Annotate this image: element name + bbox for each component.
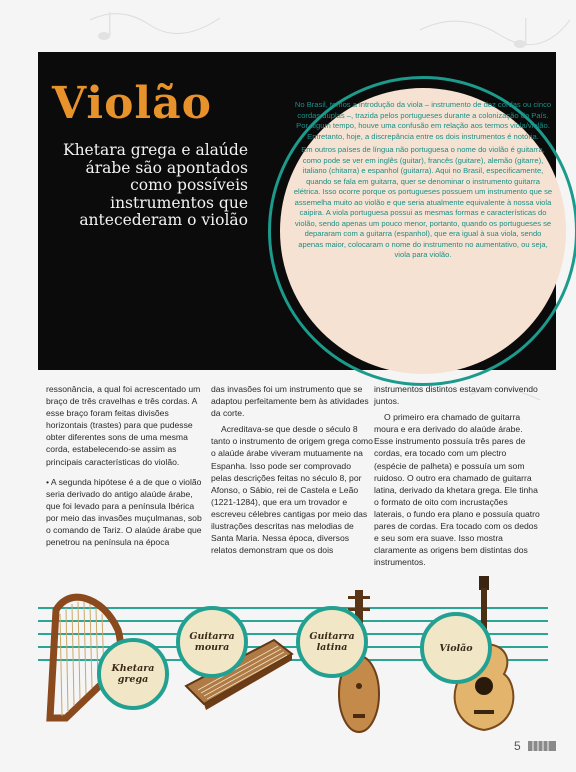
page-number: 5 [514,739,521,753]
column-paragraph: O primeiro era chamado de guitarra moura e era derivado do alaúde árabe. Esse instrumento possuía três pares de cordas, era tocado com um plectro (espécie de palheta) e possuía um som ruidoso. O outro era chamado de guitarra latina, derivado da khetara grega. Ele tinha o formato de oito com incrustações laterais, o fundo era plano e possuía quatro pares de cordas. Era tocado com os dedos e seu som era suave. Isso mostra claramente as origens bem distintas dos instrumentos. [374,412,540,568]
text-column-3 [374,383,540,576]
column-paragraph: das invasões foi um instrumento que se adaptou perfeitamente bem às atividades da corte. [211,384,369,419]
label-guitarra-moura: Guitarra moura [176,606,248,678]
column-paragraph: ressonância, a qual foi acrescentado um braço de três cravelhas e três cordas. A esse braço foram feitas divisões horizontais (trastes) para que pudesse obter diferentes sons de uma mesma corda, estabelecendo-se assim as principais características do violão. [46,384,201,467]
label-guitarra-latina: Guitarra latina [296,606,368,678]
info-paragraph-2: Em outros países de língua não portuguesa o nome do violão é guitarra, como pode se ver em inglês (guitar), francês (guitare), alemão (gitarre), italiano (chitarra) e espanhol (guitarra). Aqui no Brasil, especificamente, quando se fala em guitarra, quer se denominar o instrumento guitarra elétrica. Isso ocorre porque os portugueses possuem um instrumento que se assemelha muito ao violão e que seria atualmente equivalente à nossa viola caipira. A viola portuguesa possui as mesmas formas e características do violão, sendo apenas um pouco menor, portanto, quando os portugueses se depararam com a guitarra (espanhol), que era igual à sua viola, sendo apenas maior, colocaram o nome do instrumento no aumentativo, ou seja, viola para violão. [293,145,553,259]
text-column-2 [211,383,373,564]
page-subtitle: Khetara grega e alaúde árabe são apontados como possíveis instrumentos que antecederam o violão [63,141,248,229]
column-paragraph: Acreditava-se que desde o século 8 tanto o instrumento de origem grega como o alaúde árabe viveram mutuamente na Espanha. Isso pode ser comprovado pelas descrições feitas no século 8, por Afonso, o Sábio, rei de Castela e Leão (1221-1284), que era um trovador e escreveu célebres cantigas por meio das ilustrações descritas nas melodias de Santa Maria. Nessa época, diversos relatos demonstram que os dois [211,424,373,556]
label-khetara-grega: Khetara grega [97,638,169,710]
page-number-bars [528,741,556,751]
text-column-1 [46,383,208,556]
info-paragraph-1: No Brasil, temos a introdução da viola – instrumento de dez cordas ou cinco cordas duplas –, trazida pelos portugueses durante a colonização do País. Por algum tempo, houve uma confusão em relação aos termos viola/violão. Entretanto, hoje, a discrepância entre os dois instrumentos é notória. [294,100,552,141]
label-violao: Violão [420,612,492,684]
page-title: Violão [52,78,212,129]
column-paragraph: instrumentos distintos estavam convivendo juntos. [374,384,538,407]
info-circle-text [292,100,554,264]
column-paragraph: • A segunda hipótese é a de que o violão seria derivado do antigo alaúde árabe, que foi levado para a península Ibérica por meio das invasões muçulmanas, sob o comando de Tariz. O alaúde árabe que penetrou na península na época [46,476,202,548]
